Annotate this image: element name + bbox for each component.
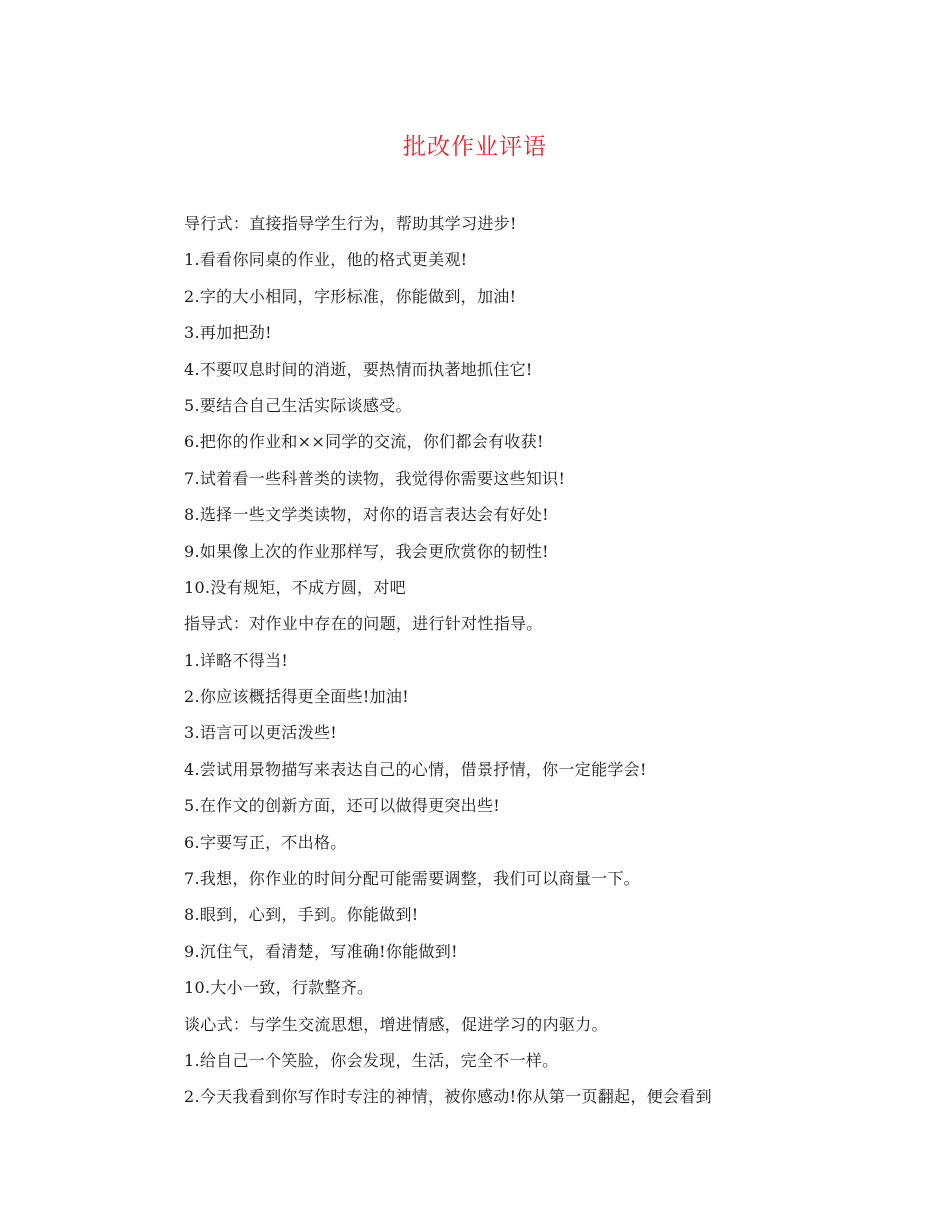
document-body (184, 206, 824, 1116)
text-line: 2.字的大小相同，字形标准，你能做到，加油! (184, 286, 517, 306)
text-line: 3.再加把劲! (184, 323, 272, 343)
text-line: 10.大小一致，行款整齐。 (184, 978, 374, 998)
text-line: 2.今天我看到你写作时专注的神情，被你感动!你从第一页翻起，便会看到 (184, 1087, 712, 1107)
text-line: 7.试着看一些科普类的读物，我觉得你需要这些知识! (184, 468, 566, 488)
text-line: 10.没有规矩，不成方圆，对吧 (184, 577, 406, 597)
text-line: 谈心式：与学生交流思想，增进情感，促进学习的内驱力。 (184, 1014, 608, 1034)
text-line: 8.选择一些文学类读物，对你的语言表达会有好处! (184, 505, 549, 525)
text-line: 2.你应该概括得更全面些!加油! (184, 687, 409, 707)
text-line: 1.详略不得当! (184, 650, 289, 670)
text-line: 7.我想，你作业的时间分配可能需要调整，我们可以商量一下。 (184, 869, 640, 889)
text-line: 1.给自己一个笑脸，你会发现，生活，完全不一样。 (184, 1050, 559, 1070)
text-line: 3.语言可以更活泼些! (184, 723, 337, 743)
text-line: 4.尝试用景物描写来表达自己的心情，借景抒情，你一定能学会! (184, 759, 647, 779)
document-title: 批改作业评语 (403, 134, 547, 160)
text-line: 指导式：对作业中存在的问题，进行针对性指导。 (184, 614, 543, 634)
text-line: 6.字要写正，不出格。 (184, 832, 347, 852)
text-line: 4.不要叹息时间的消逝，要热情而执著地抓住它! (184, 359, 533, 379)
text-line: 9.沉住气，看清楚，写准确!你能做到! (184, 941, 458, 961)
text-line: 1.看看你同桌的作业，他的格式更美观! (184, 250, 468, 270)
text-line: 5.要结合自己生活实际谈感受。 (184, 395, 412, 415)
text-line: 5.在作文的创新方面，还可以做得更突出些! (184, 796, 500, 816)
text-line: 6.把你的作业和××同学的交流，你们都会有收获! (184, 432, 544, 452)
text-line: 导行式：直接指导学生行为，帮助其学习进步! (184, 214, 517, 233)
text-line: 8.眼到，心到，手到。你能做到! (184, 905, 419, 925)
text-line: 9.如果像上次的作业那样写，我会更欣赏你的韧性! (184, 541, 549, 561)
